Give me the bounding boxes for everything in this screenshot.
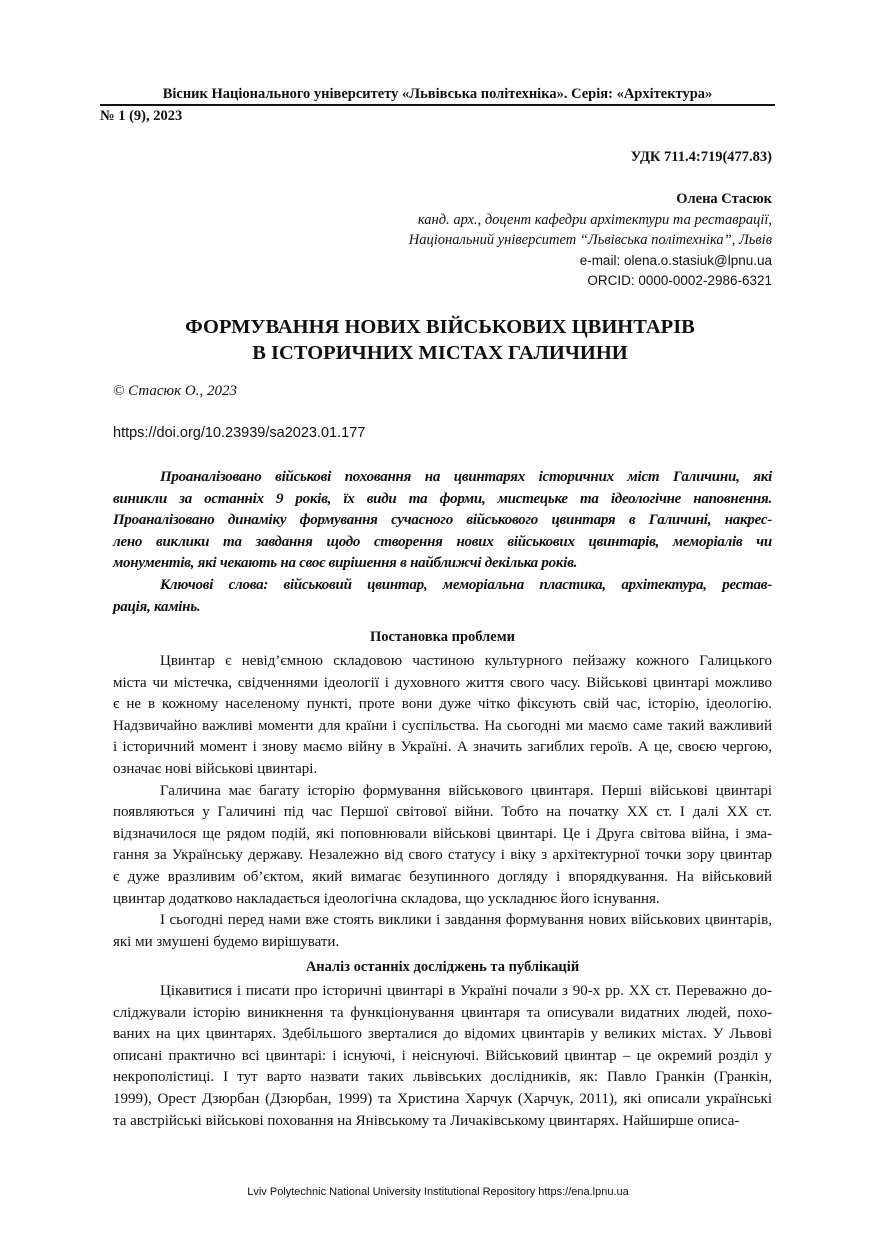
title-line: ФОРМУВАННЯ НОВИХ ВІЙСЬКОВИХ ЦВИНТАРІВ	[185, 316, 695, 338]
text-line: міста чи містечка, свідченнями ідеології і духовного життя свого часу. Військові цвинтарі можливо	[113, 674, 772, 691]
text-line: Ключові слова: військовий цвинтар, меморіальна пластика, архітектура, рестав-	[160, 576, 772, 593]
text-line: монументів, які чекають на своє вирішення в найближчі декілька років.	[113, 555, 578, 572]
text-line: відзначилося ще рядом подій, які поповнювали військові цвинтарі. Це і Друга світова війна, і зма-	[113, 825, 772, 842]
author-name: Олена Стасюк	[676, 191, 772, 207]
text-line: лено виклики та завдання щодо створення нових військових цвинтарів, меморіалів чи	[113, 533, 772, 550]
text-line: описані практично всі цвинтарі: і існуючі, і неіснуючі. Військовий цвинтар – це окремий розділ у	[113, 1047, 772, 1064]
text-line: ваних на цих цвинтарях. Здебільшого зверталися до відомих цвинтарів у великих містах. У Львові	[113, 1026, 772, 1043]
udc-code: УДК 711.4:719(477.83)	[630, 149, 772, 165]
author-block	[409, 189, 772, 292]
issue-number: № 1 (9), 2023	[100, 108, 183, 124]
paragraph	[113, 575, 772, 618]
author-affiliation: Національний університет “Львівська політехніка”, Львів	[408, 232, 772, 248]
text-line: є не в кожному населеному пункті, проте вони дуже чітко фіксують свій час, історію, ідеологію.	[113, 696, 772, 713]
paragraph	[113, 981, 772, 1132]
author-position: канд. арх., доцент кафедри архітектури та реставрації,	[417, 211, 772, 228]
journal-header: Вісник Національного університету «Львівська політехніка». Серія: «Архітектура»	[162, 86, 713, 102]
author-email[interactable]: e-mail: olena.o.stasiuk@lpnu.ua	[579, 252, 772, 268]
paragraph	[113, 467, 772, 575]
text-line: Цікавитися і писати про історичні цвинтарі в Україні почали з 90-х рр. ХХ ст. Переважно до-	[160, 983, 772, 999]
author-orcid[interactable]: ORCID: 0000-0002-2986-6321	[587, 273, 772, 288]
text-line: Надзвичайно важливі моменти для країни і суспільства. На сьогодні ми маємо саме такий важливий	[113, 717, 772, 734]
copyright: © Стасюк О., 2023	[113, 383, 237, 399]
text-line: виникли за останніх 9 років, їх види та форми, мистецьке та ідеологічне наповнення.	[113, 490, 772, 507]
text-line: І сьогодні перед нами вже стоять виклики і завдання формування нових військових цвинтарів,	[160, 912, 772, 929]
text-line: та австрійські військові поховання на Янівському та Личаківському цвинтарях. Найширше описа-	[113, 1112, 740, 1129]
section-body	[113, 981, 772, 1132]
text-line: Проаналізовано динаміку формування сучасного військового цвинтаря в Галичині, накрес-	[113, 512, 772, 529]
section-body	[113, 651, 772, 953]
article-title	[100, 314, 780, 366]
text-line: 1999), Орест Дзюрбан (Дзюрбан, 1999) та Христина Харчук (Харчук, 2011), які описали українські	[113, 1090, 772, 1107]
text-line: Цвинтар є невід’ємною складовою частиною культурного пейзажу кожного Галицького	[160, 653, 772, 669]
text-line: які ми змушені будемо вирішувати.	[113, 933, 340, 950]
section-heading: Аналіз останніх досліджень та публікацій	[305, 959, 580, 975]
text-line: некрополістиці. І тут варто назвати таких львівських дослідників, як: Павло Гранкін (Гранкін,	[113, 1069, 772, 1086]
text-line: і історичний момент і знову маємо війну в Україні. А значить загиблих героїв. А це, своєю чергою,	[113, 739, 772, 756]
section-heading: Постановка проблеми	[370, 629, 515, 645]
text-line: Проаналізовано військові поховання на цвинтарях історичних міст Галичини, які	[160, 469, 772, 485]
text-line: гання за Українську державу. Незалежно від свого статусу і віку з архітектурної точки зору цвинтар	[113, 847, 772, 864]
text-line: Галичина має багату історію формування військового цвинтаря. Перші військові цвинтарі	[160, 782, 772, 799]
paragraph	[113, 651, 772, 781]
paragraph	[113, 910, 772, 953]
header-rule	[100, 104, 775, 106]
text-line: рація, камінь.	[113, 598, 201, 615]
text-line: сліджували історію виникнення та функціонування цвинтаря та описували видатних людей, похо-	[113, 1004, 772, 1021]
repository-footer: Lviv Polytechnic National University Institutional Repository https://ena.lpnu.ua	[247, 1186, 629, 1198]
doi-link[interactable]: https://doi.org/10.23939/sa2023.01.177	[113, 425, 366, 441]
text-line: означає нові військові цвинтарі.	[113, 760, 318, 777]
abstract	[113, 467, 772, 618]
title-line: В ІСТОРИЧНИХ МІСТАХ ГАЛИЧИНИ	[252, 342, 628, 364]
text-line: появляються у Галичині під час Першої світової війни. Тобто на початку ХХ ст. І далі ХХ ст.	[113, 804, 772, 821]
paragraph	[113, 781, 772, 911]
text-line: цвинтар додатково накладається ідеологічна складова, що ускладнює його існування.	[113, 890, 660, 907]
text-line: є дуже вразливим об’єктом, який вимагає безупинного догляду і впорядкування. На військовий	[113, 868, 772, 885]
